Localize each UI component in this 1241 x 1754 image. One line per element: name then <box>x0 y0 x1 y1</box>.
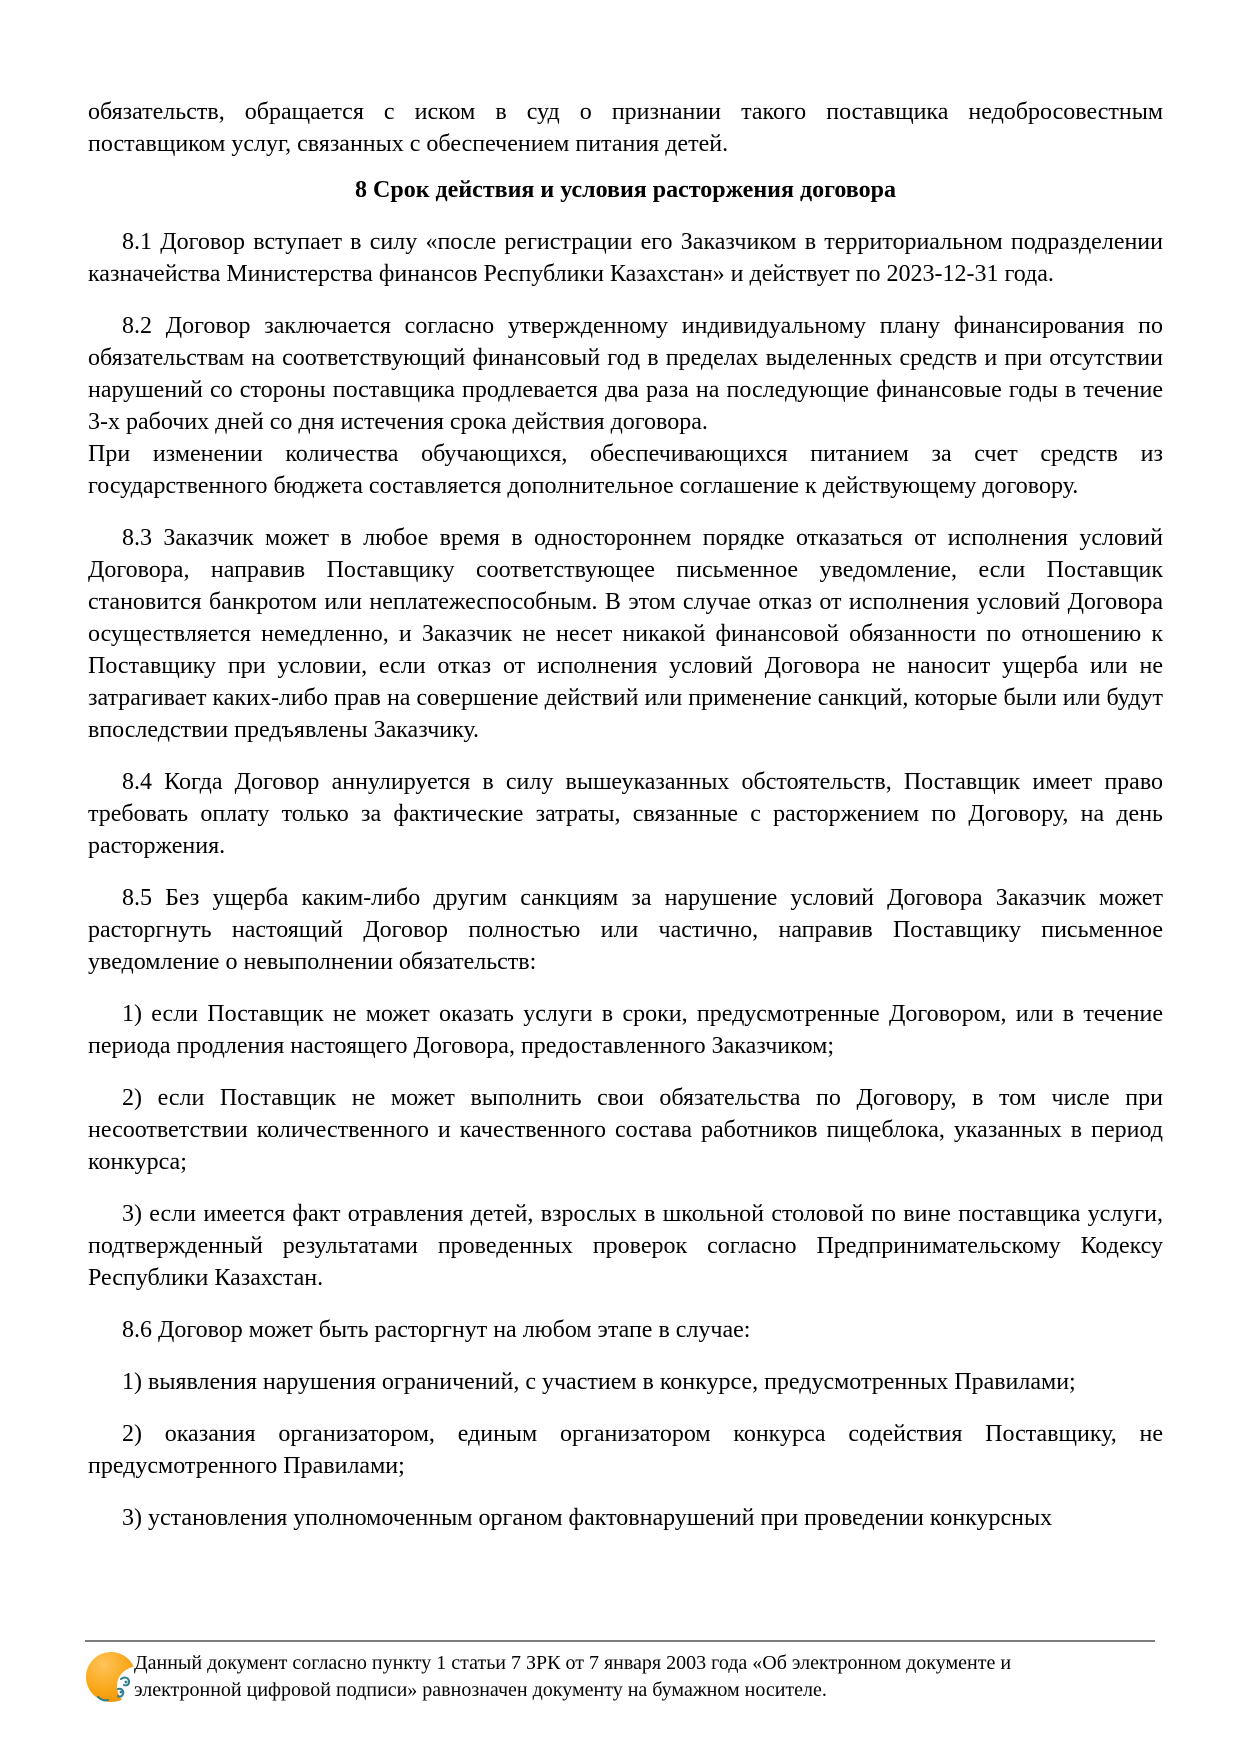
list-item: 2) если Поставщик не может выполнить свои обязательства по Договору, в том числе при несоответствии количественного и качественного состава работников пищеблока, указанных в период конкурса; <box>88 1085 1163 1175</box>
list-item: 2) оказания организатором, единым организатором конкурса содействия Поставщику, не предусмотренного Правилами; <box>88 1421 1163 1479</box>
section-heading: 8 Срок действия и условия расторжения договора <box>355 177 896 203</box>
list-item: 1) выявления нарушения ограничений, с участием в конкурсе, предусмотренных Правилами; <box>122 1369 1076 1395</box>
footer-disclaimer: Данный документ согласно пункту 1 статьи 7 ЗРК от 7 января 2003 года «Об электронном документе и электронной цифровой подписи» равнозначен документу на бумажном носителе. <box>134 1652 1012 1701</box>
paragraph: При изменении количества обучающихся, обеспечивающихся питанием за счет средств из государственного бюджета составляется дополнительное соглашение к действующему договору. <box>88 441 1163 499</box>
paragraph: 8.2 Договор заключается согласно утвержденному индивидуальному плану финансирования по обязательствам на соответствующий финансовый год в пределах выделенных средств и при отсутствии нарушений со стороны поставщика продлевается два раза на последующие финансовые годы в течение 3-х рабочих дней со дня истечения срока действия договора. <box>88 313 1163 435</box>
footer-separator-line <box>85 1640 1155 1642</box>
list-item: 3) если имеется факт отравления детей, взрослых в школьной столовой по вине поставщика услуги, подтвержденный результатами проведенных проверок согласно Предпринимательскому Кодексу Республики Казахстан. <box>88 1201 1163 1291</box>
egov-kz-logo-icon <box>84 1651 140 1707</box>
paragraph: обязательств, обращается с иском в суд о признании такого поставщика недобросовестным поставщиком услуг, связанных с обеспечением питания детей. <box>88 99 1163 157</box>
document-body <box>88 96 1163 1534</box>
paragraph: 8.1 Договор вступает в силу «после регистрации его Заказчиком в территориальном подразделении казначейства Министерства финансов Республики Казахстан» и действует по 2023-12-31 года. <box>88 229 1163 287</box>
paragraph: 8.5 Без ущерба каким-либо другим санкциям за нарушение условий Договора Заказчик может расторгнуть настоящий Договор полностью или частично, направив Поставщику письменное уведомление о невыполнении обязательств: <box>88 885 1163 975</box>
paragraph: 8.6 Договор может быть расторгнут на любом этапе в случае: <box>122 1317 751 1343</box>
list-item: 3) установления уполномоченным органом фактовнарушений при проведении конкурсных <box>122 1505 1053 1531</box>
list-item: 1) если Поставщик не может оказать услуги в сроки, предусмотренные Договором, или в течение периода продления настоящего Договора, предоставленного Заказчиком; <box>88 1001 1163 1059</box>
paragraph: 8.4 Когда Договор аннулируется в силу вышеуказанных обстоятельств, Поставщик имеет право требовать оплату только за фактические затраты, связанные с расторжением по Договору, на день расторжения. <box>88 769 1163 859</box>
paragraph: 8.3 Заказчик может в любое время в одностороннем порядке отказаться от исполнения условий Договора, направив Поставщику соответствующее письменное уведомление, если Поставщик становится банкротом или неплатежеспособным. В этом случае отказ от исполнения условий Договора осуществляется немедленно, и Заказчик не несет никакой финансовой обязанности по отношению к Поставщику при условии, если отказ от исполнения условий Договора не наносит ущерба или не затрагивает каких-либо прав на совершение действий или применение санкций, которые были или будут впоследствии предъявлены Заказчику. <box>88 525 1163 743</box>
